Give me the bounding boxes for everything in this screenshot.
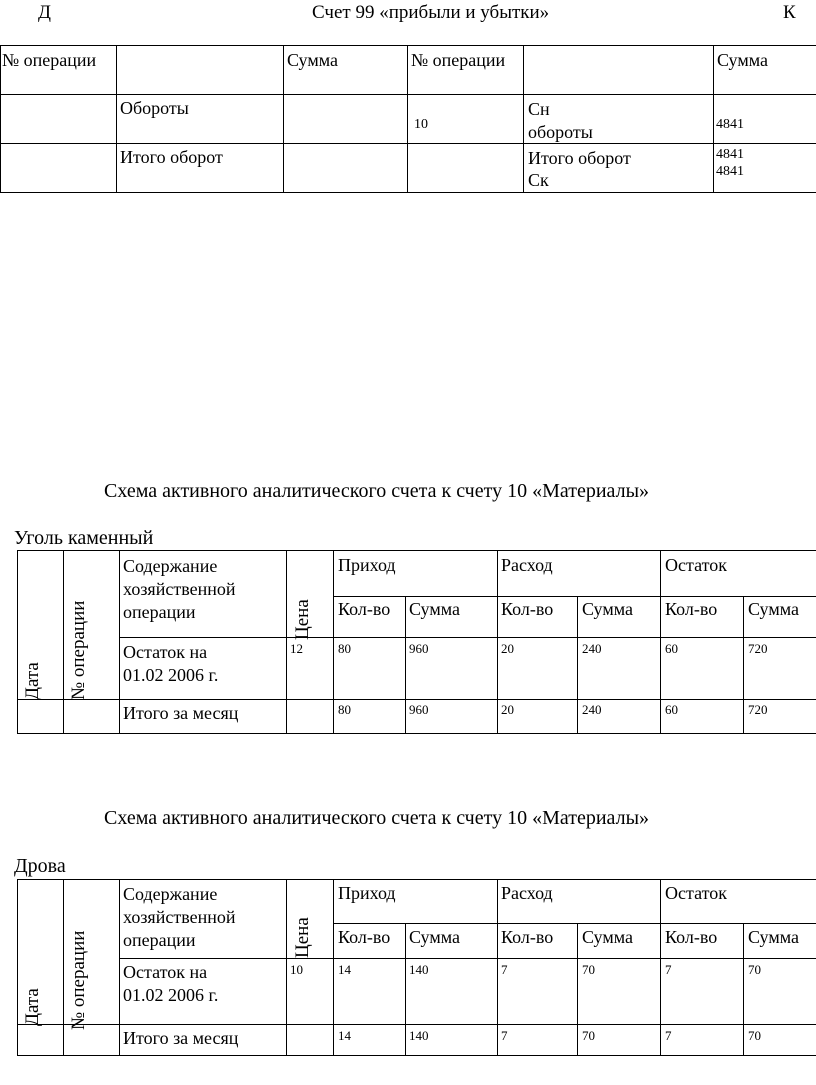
s1-in-sum-header: Сумма [409,599,460,619]
s1-row2-label: Итого за месяц [123,703,239,723]
s2-row1-label: Остаток на 01.02 2006 г. [123,962,219,1005]
s2-out-sum-header: Сумма [582,927,633,947]
s2-header-in: Приход [338,883,396,903]
s1-row1-rest-qty: 60 [665,641,678,656]
s2-header-date: Дата [22,988,43,1026]
t1-turnover-sum: 4841 [716,117,744,132]
s1-row1-rest-sum: 720 [748,641,768,656]
s1-header-rest: Остаток [665,555,727,575]
s1-row1-price: 12 [290,641,303,656]
s2-row2-rest-qty: 7 [665,1028,672,1043]
s2-row2-label: Итого за месяц [123,1028,239,1048]
s2-rest-sum-header: Сумма [748,927,799,947]
t1-opening-balance-label: Сн обороты [528,99,593,142]
s2-row1-rest-qty: 7 [665,962,672,977]
s1-row1-label: Остаток на 01.02 2006 г. [123,642,219,685]
t1-header-op-right: № операции [411,50,506,70]
s1-row2-in-qty: 80 [338,702,351,717]
s2-row2-out-qty: 7 [501,1028,508,1043]
t1-header-sum-right: Сумма [717,50,768,70]
s1-header-out: Расход [501,555,553,575]
s2-header-op: № операции [68,930,89,1030]
section1-subtitle: Уголь каменный [14,527,154,549]
s2-header-price: Цена [292,917,313,958]
s1-rest-qty-header: Кол-во [665,599,718,619]
s2-in-sum-header: Сумма [409,927,460,947]
s1-row2-rest-sum: 720 [748,702,768,717]
s2-row1-in-qty: 14 [338,962,351,977]
section2-subtitle: Дрова [14,855,66,877]
s1-out-sum-header: Сумма [582,599,633,619]
s1-row2-in-sum: 960 [409,702,429,717]
t1-total-label: Итого оборот [120,147,223,167]
s1-row1-out-qty: 20 [501,641,514,656]
s1-header-content: Содержание хозяйственной операции [123,556,236,622]
s1-header-op: № операции [68,600,89,700]
s2-row1-price: 10 [290,962,303,977]
s2-row1-out-qty: 7 [501,962,508,977]
s1-row2-rest-qty: 60 [665,702,678,717]
s2-row1-out-sum: 70 [582,962,595,977]
page-title: Счет 99 «прибыли и убытки» [312,2,550,23]
s1-row2-out-sum: 240 [582,702,602,717]
s2-row1-in-sum: 140 [409,962,429,977]
t1-total-sums: 4841 4841 [716,147,744,179]
t1-total-closing-label: Итого оборот Ск [528,148,631,190]
s1-header-price: Цена [292,599,313,640]
credit-label: К [783,2,796,23]
s1-row2-out-qty: 20 [501,702,514,717]
t1-header-op-left: № операции [2,50,97,70]
s2-row1-rest-sum: 70 [748,962,761,977]
s1-row1-in-sum: 960 [409,641,429,656]
s1-in-qty-header: Кол-во [338,599,391,619]
section1-title: Схема активного аналитического счета к счету 10 «Материалы» [104,480,650,502]
t1-turnover-op-number: 10 [414,117,428,132]
s1-rest-sum-header: Сумма [748,599,799,619]
s2-header-out: Расход [501,883,553,903]
s2-in-qty-header: Кол-во [338,927,391,947]
t1-header-sum-left: Сумма [287,50,338,70]
s1-out-qty-header: Кол-во [501,599,554,619]
s2-row2-in-sum: 140 [409,1028,429,1043]
s2-row2-in-qty: 14 [338,1028,351,1043]
t1-turnover-label: Обороты [120,98,189,118]
s1-row1-in-qty: 80 [338,641,351,656]
s1-header-date: Дата [22,662,43,700]
s2-out-qty-header: Кол-во [501,927,554,947]
s1-header-in: Приход [338,555,396,575]
s2-rest-qty-header: Кол-во [665,927,718,947]
s2-header-rest: Остаток [665,883,727,903]
section2-title: Схема активного аналитического счета к счету 10 «Материалы» [104,807,650,829]
debit-label: Д [38,2,51,23]
s2-row2-rest-sum: 70 [748,1028,761,1043]
s2-header-content: Содержание хозяйственной операции [123,884,236,950]
s2-row2-out-sum: 70 [582,1028,595,1043]
s1-row1-out-sum: 240 [582,641,602,656]
